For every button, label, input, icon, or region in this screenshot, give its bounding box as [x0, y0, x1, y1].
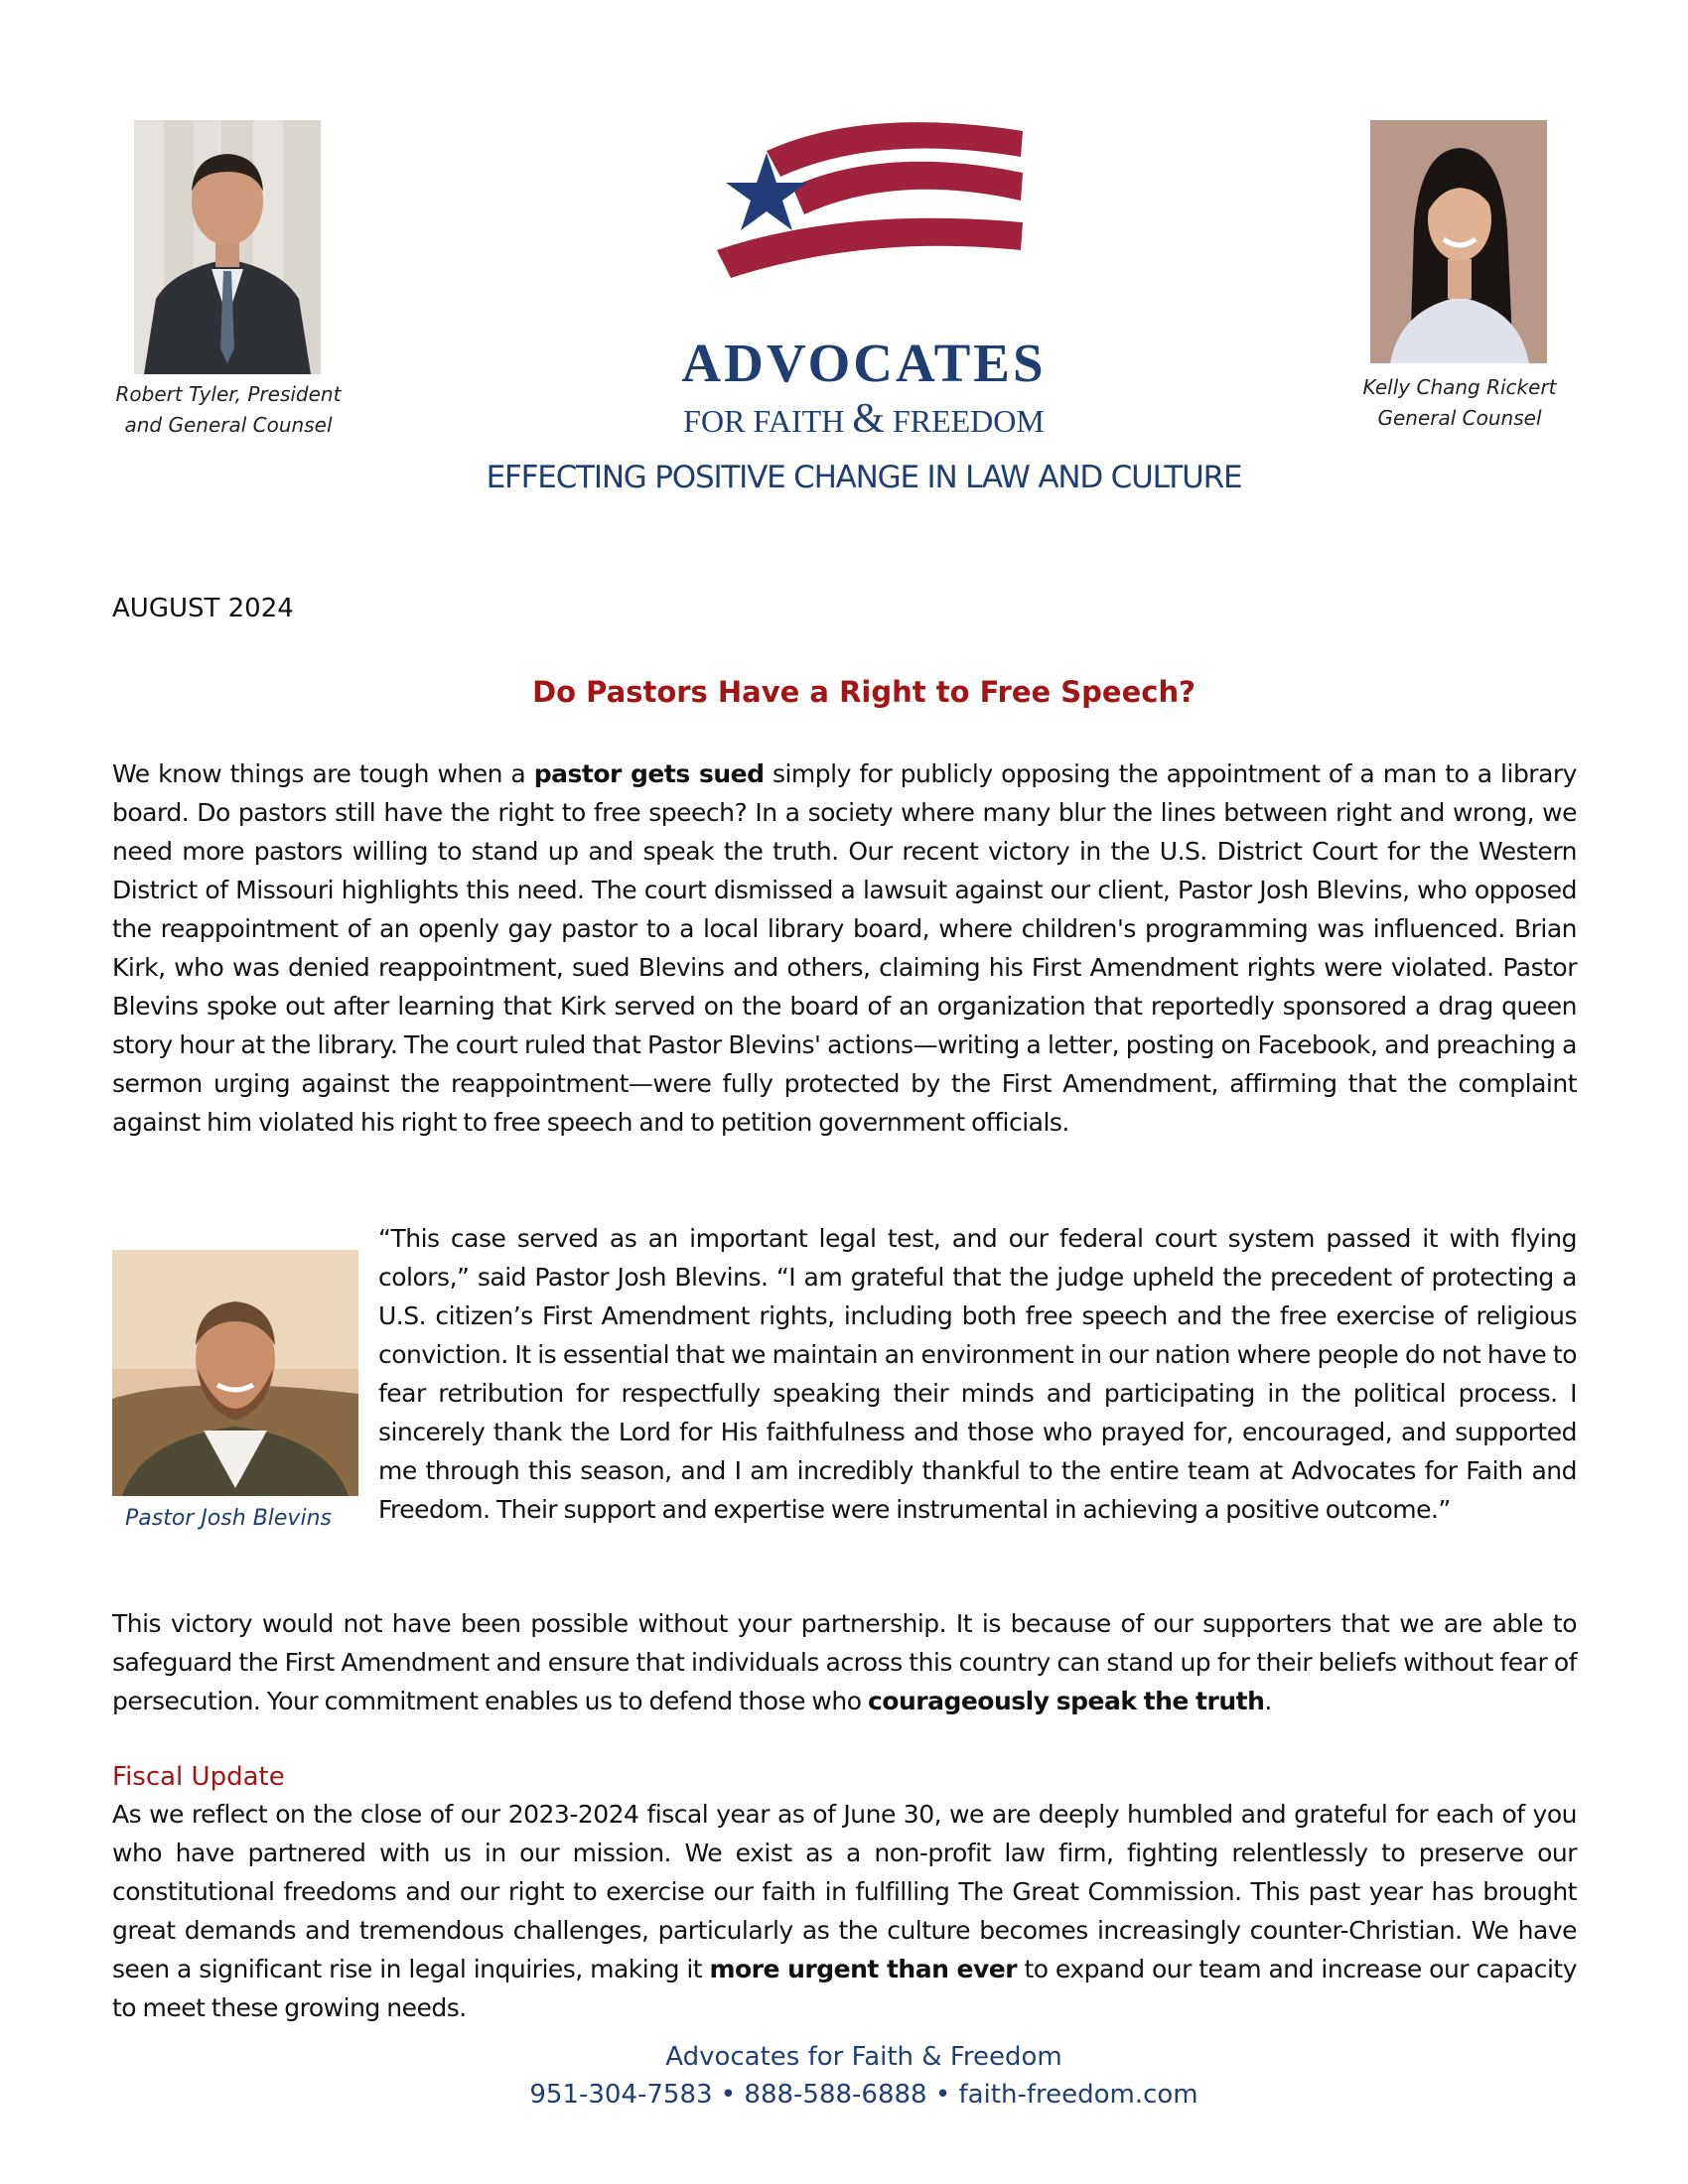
josh-blevins-photo [112, 1250, 358, 1496]
logo-ampersand: & [852, 396, 885, 442]
robert-tyler-caption-line2: and General Counsel [124, 413, 333, 437]
tagline: EFFECTING POSITIVE CHANGE IN LAW AND CULTURE [486, 460, 1242, 495]
robert-tyler-photo [134, 120, 321, 374]
fiscal-update-heading: Fiscal Update [112, 1762, 285, 1792]
article-headline: Do Pastors Have a Right to Free Speech? [532, 675, 1196, 709]
flag-logo-icon [707, 111, 1025, 288]
paragraph-lawsuit-end: simply for publicly opposing the appointment of a man to a library board. Do pastors still have the right to free speech? In a society where many blur the lines between right and wrong, we need more pastors willing to stand up and speak the truth. Our recent victory in the U.S. District Court for the Western District of Missouri highlights this need. The court dismissed a lawsuit against our client, Pastor Josh Blevins, who opposed the reappointment of an openly gay pastor to a local library board, where children's programming was influenced. Brian Kirk, who was denied reappointment, sued Blevins and others, claiming his First Amendment rights were violated. Pastor Blevins spoke out after learning that Kirk served on the board of an organization that reportedly sponsored a drag queen story hour at the library. The court ruled that Pastor Blevins' actions—writing a letter, posting on Facebook, and preaching a sermon urging against the reappointment—were fully protected by the First Amendment, affirming that the complaint against him violated his right to free speech and to petition government officials. [112, 759, 1577, 1137]
kelly-rickert-caption-line1: Kelly Chang Rickert [1362, 375, 1557, 399]
robert-tyler-caption [89, 379, 367, 441]
logo-wordmark: ADVOCATES [681, 333, 1047, 393]
kelly-rickert-caption-line2: General Counsel [1377, 406, 1542, 430]
paragraph-partnership-emphasis: courageously speak the truth [867, 1687, 1265, 1715]
paragraph-partnership [112, 1604, 1577, 1720]
paragraph-partnership-start: This victory would not have been possible without your partnership. It is because of our supporters that we are able to safeguard the First Amendment and ensure that individuals across this country can stand up for their beliefs without fear of persecution. Your commitment enables us to defend those who [112, 1609, 1577, 1715]
paragraph-lawsuit-emphasis: pastor gets sued [533, 759, 765, 788]
paragraph-lawsuit-start: We know things are tough when a [112, 759, 534, 788]
kelly-rickert-caption [1311, 372, 1609, 434]
logo-subtitle-start: FOR FAITH [683, 403, 853, 439]
footer-organization: Advocates for Faith & Freedom [665, 2042, 1062, 2072]
josh-blevins-caption: Pastor Josh Blevins [125, 1506, 332, 1531]
logo-subtitle [596, 396, 1132, 442]
footer-contact-info: 951-304-7583 • 888-588-6888 • faith-freedom.com [529, 2080, 1198, 2110]
paragraph-fiscal-start: As we reflect on the close of our 2023-2024 fiscal year as of June 30, we are deeply humbled and grateful for each of you who have partnered with us in our mission. We exist as a non-profit law firm, fighting relentlessly to preserve our constitutional freedoms and our right to exercise our faith in fulfilling The Great Commission. This past year has brought great demands and tremendous challenges, particularly as the culture becomes increasingly counter-Christian. We have seen a significant rise in legal inquiries, making it [112, 1800, 1577, 1983]
robert-tyler-caption-line1: Robert Tyler, President [115, 382, 342, 406]
paragraph-fiscal-end: to expand our team and increase our capacity to meet these growing needs. [112, 1955, 1577, 2022]
paragraph-fiscal-emphasis: more urgent than ever [709, 1955, 1018, 1983]
blevins-quote: “This case served as an important legal test, and our federal court system passed it with flying colors,” said Pastor Josh Blevins. “I am grateful that the judge upheld the precedent of protecting a U.S. citizen’s First Amendment rights, including both free speech and the free exercise of religious conviction. It is essential that we maintain an environment in our nation where people do not have to fear retribution for respectfully speaking their minds and participating in the political process. I sincerely thank the Lord for His faithfulness and those who prayed for, encouraged, and supported me through this season, and I am incredibly thankful to the entire team at Advocates for Faith and Freedom. Their support and expertise were instrumental in achieving a positive outcome.” [378, 1224, 1577, 1524]
paragraph-partnership-end: . [1264, 1687, 1272, 1715]
logo-subtitle-end: FREEDOM [884, 403, 1045, 439]
letter-date: AUGUST 2024 [112, 594, 294, 623]
paragraph-fiscal-update [112, 1795, 1577, 2027]
paragraph-lawsuit [112, 754, 1577, 1142]
kelly-rickert-photo [1370, 120, 1547, 363]
